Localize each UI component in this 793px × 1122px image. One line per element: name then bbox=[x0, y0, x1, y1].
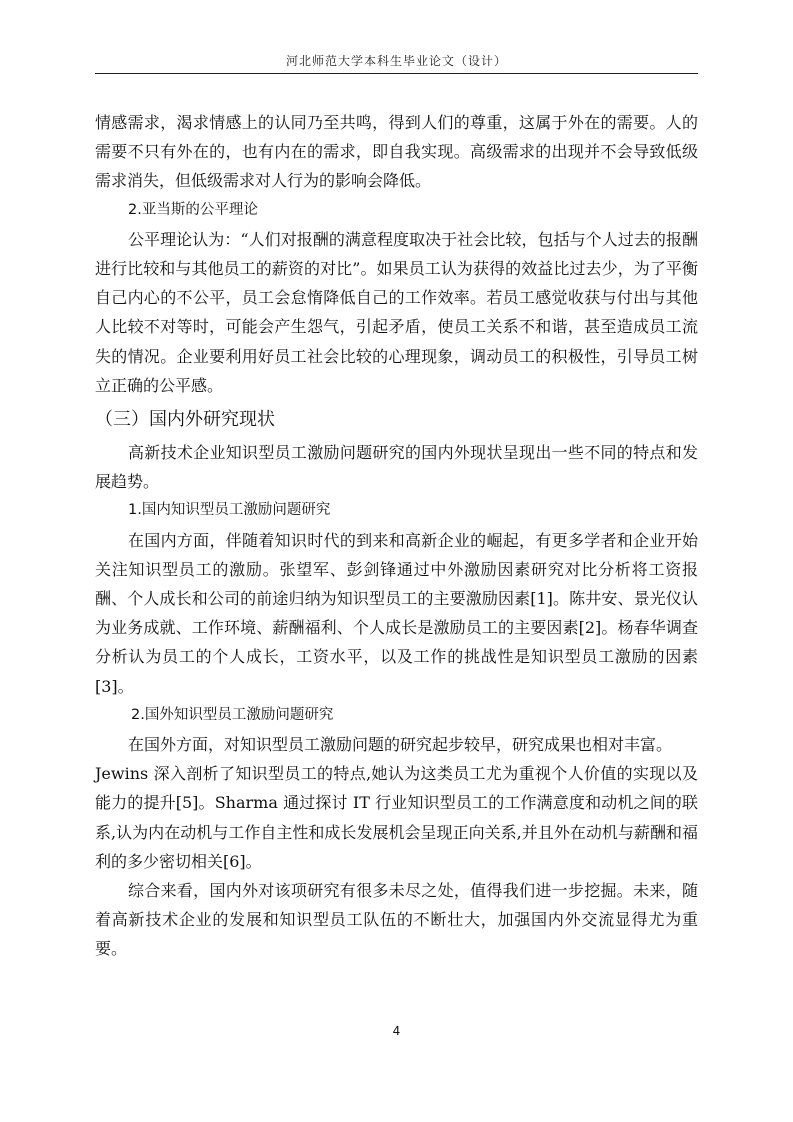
paragraph-domestic-research: 在国内方面，伴随着知识时代的到来和高新企业的崛起，有更多学者和企业开始关注知识型员工的激励。张望军、彭剑锋通过中外激励因素研究对比分析将工资报酬、个人成长和公司的前途归纳为知识型员工的主要激励因素[1]。陈井安、景光仪认为业务成就、工作环境、薪酬福利、个人成长是激励员工的主要因素[2]。杨春华调查分析认为员工的个人成长，工资水平，以及工作的挑战性是知识型员工激励的因素[3]。 bbox=[95, 530, 698, 696]
paragraph-equity-theory: 公平理论认为：“人们对报酬的满意程度取决于社会比较，包括与个人过去的报酬进行比较和与其他员工的薪资的对比”。如果员工认为获得的效益比过去少，为了平衡自己内心的不公平，员工会怠惰降低自己的工作效率。若员工感觉收获与付出与其他人比较不对等时，可能会产生怨气，引起矛盾，使员工关系不和谐，甚至造成员工流失的情况。企业要利用好员工社会比较的心理现象，调动员工的积极性，引导员工树立正确的公平感。 bbox=[95, 229, 698, 395]
running-header: 河北师范大学本科生毕业论文（设计） bbox=[285, 54, 507, 68]
paragraph-foreign-research-rest: Jewins 深入剖析了知识型员工的特点,她认为这类员工尤为重视个人价值的实现以及能力的提升[5]。Sharma 通过探讨 IT 行业知识型员工的工作满意度和动机之间的联系,认为内在动机与工作自主性和成长发展机会呈现正向关系,并且外在动机与薪酬和福利的多少密切相关[6]。 bbox=[95, 764, 698, 871]
header-divider bbox=[95, 73, 698, 74]
page-body bbox=[95, 108, 698, 964]
heading-foreign-research: 2.国外知识型员工激励问题研究 bbox=[131, 706, 334, 723]
paragraph-summary: 综合来看，国内外对该项研究有很多未尽之处，值得我们进一步挖掘。未来，随着高新技术企业的发展和知识型员工队伍的不断壮大，加强国内外交流显得尤为重要。 bbox=[95, 881, 698, 959]
section-heading-research-status: （三）国内外研究现状 bbox=[95, 409, 275, 431]
paragraph-needs: 情感需求，渴求情感上的认同乃至共鸣，得到人们的尊重，这属于外在的需要。人的需要不只有外在的，也有内在的需求，即自我实现。高级需求的出现并不会导致低级需求消失，但低级需求对人行为的影响会降低。 bbox=[95, 113, 698, 191]
page-number: 4 bbox=[392, 1024, 401, 1038]
heading-domestic-research: 1.国内知识型员工激励问题研究 bbox=[128, 502, 331, 519]
heading-equity-theory: 2.亚当斯的公平理论 bbox=[128, 201, 258, 218]
paragraph-research-intro: 高新技术企业知识型员工激励问题研究的国内外现状呈现出一些不同的特点和发展趋势。 bbox=[95, 443, 698, 492]
paragraph-foreign-research-line1: 在国外方面，对知识型员工激励问题的研究起步较早，研究成果也相对丰富。 bbox=[128, 735, 673, 755]
